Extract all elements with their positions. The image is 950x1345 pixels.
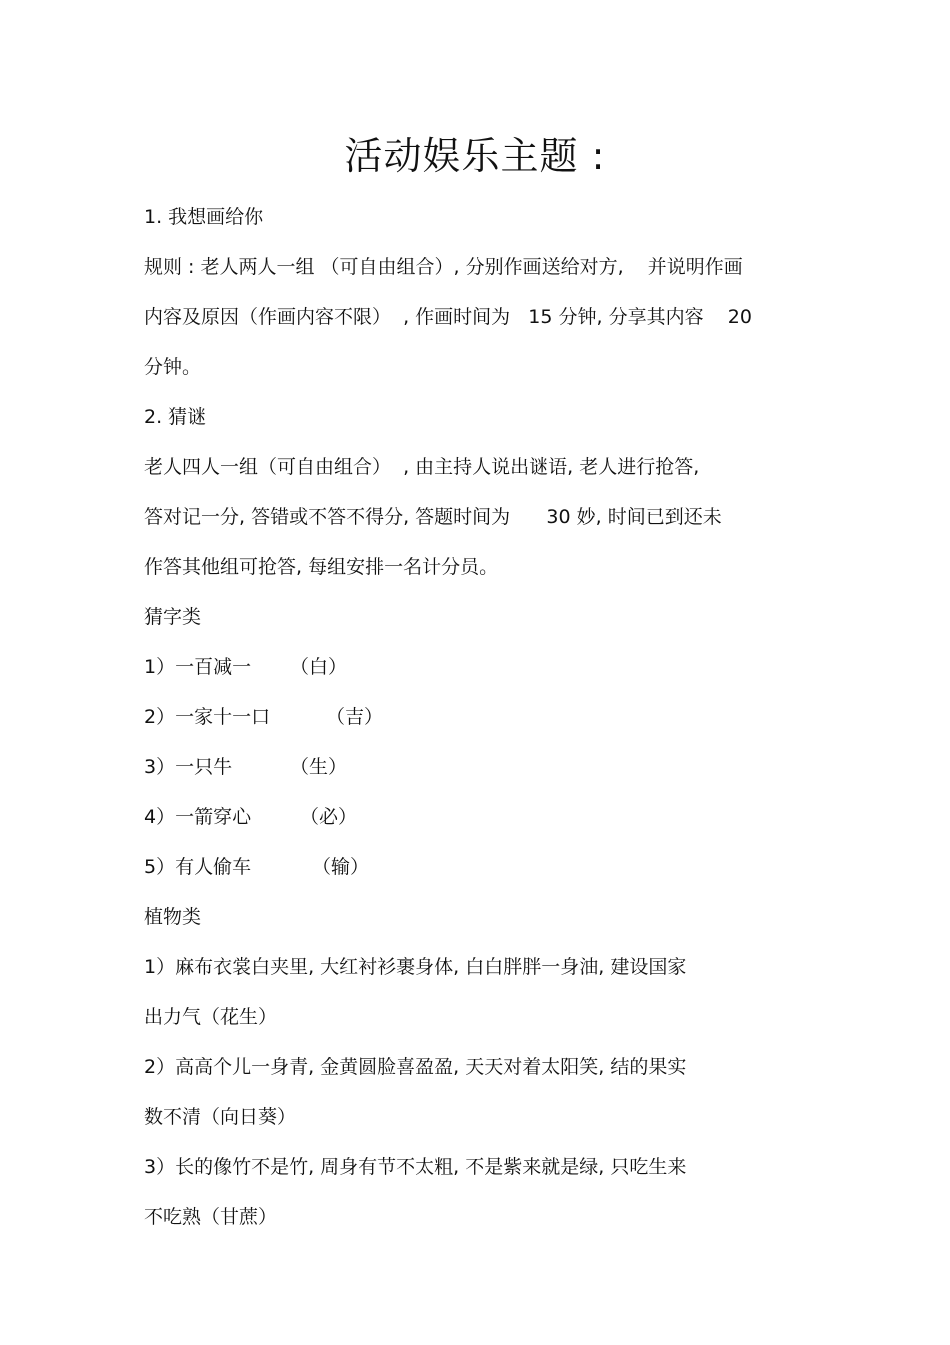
rule-text-line: 规则 : 老人两人一组 （可自由组合）, 分别作画送给对方, 并说明作画	[144, 256, 743, 278]
section-heading-draw-for-you: 1. 我想画给你	[144, 206, 264, 228]
rule-text-line: 分钟。	[144, 356, 202, 378]
riddle-answer: （白）	[290, 656, 348, 678]
riddle-answer: （输）	[312, 856, 370, 878]
category-heading-word-riddles: 猜字类	[144, 606, 202, 628]
riddle-answer: （吉）	[326, 706, 384, 728]
plant-riddle-line: 出力气（花生）	[144, 1006, 278, 1028]
riddle-question: 3）一只牛	[144, 756, 233, 778]
plant-riddle-line: 2）高高个儿一身青, 金黄圆脸喜盈盈, 天天对着太阳笑, 结的果实	[144, 1056, 687, 1078]
plant-riddle-line: 不吃熟（甘蔗）	[144, 1206, 278, 1228]
riddle-question: 4）一箭穿心	[144, 806, 252, 828]
riddle-question: 1）一百减一	[144, 656, 252, 678]
riddle-answer: （生）	[290, 756, 348, 778]
rule-text-line: 答对记一分, 答错或不答不得分, 答题时间为 30 妙, 时间已到还未	[144, 506, 722, 528]
riddle-question: 2）一家十一口	[144, 706, 271, 728]
rule-text-line: 老人四人一组（可自由组合） , 由主持人说出谜语, 老人进行抢答,	[144, 456, 700, 478]
riddle-question: 5）有人偷车	[144, 856, 252, 878]
plant-riddle-line: 数不清（向日葵）	[144, 1106, 297, 1128]
rule-text-line: 内容及原因（作画内容不限） , 作画时间为 15 分钟, 分享其内容 20	[144, 306, 752, 328]
document-title: 活动娱乐主题 :	[344, 134, 606, 178]
plant-riddle-line: 1）麻布衣裳白夹里, 大红衬衫裹身体, 白白胖胖一身油, 建设国家	[144, 956, 687, 978]
category-heading-plant-riddles: 植物类	[144, 906, 202, 928]
plant-riddle-line: 3）长的像竹不是竹, 周身有节不太粗, 不是紫来就是绿, 只吃生来	[144, 1156, 687, 1178]
riddle-answer: （必）	[300, 806, 358, 828]
rule-text-line: 作答其他组可抢答, 每组安排一名计分员。	[144, 556, 499, 578]
section-heading-riddles: 2. 猜谜	[144, 406, 207, 428]
